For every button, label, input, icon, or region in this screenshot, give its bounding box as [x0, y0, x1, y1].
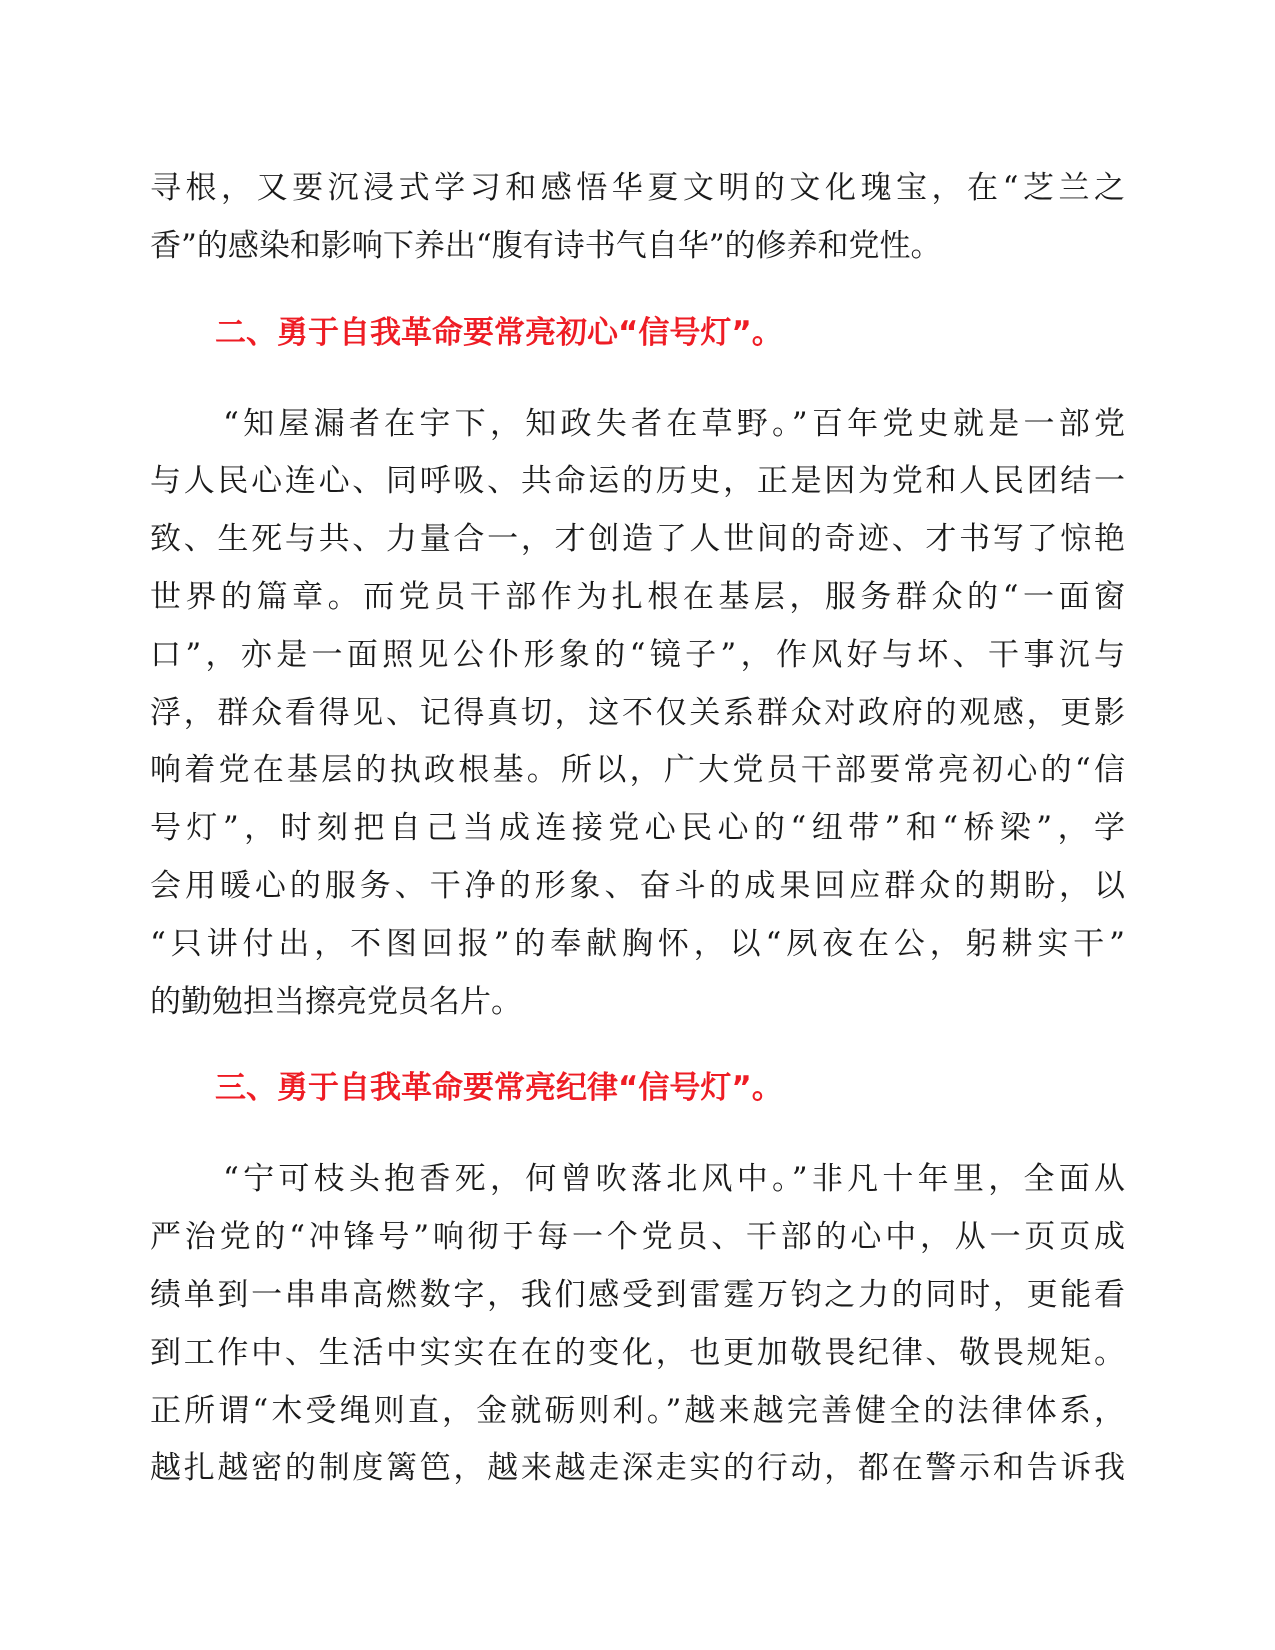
- text-line: 世界的篇章。而党员干部作为扎根在基层，服务群众的“一面窗: [150, 578, 1125, 615]
- text-line: 会用暖心的服务、干净的形象、奋斗的成果回应群众的期盼，以: [150, 867, 1125, 904]
- text-line: 香”的感染和影响下养出“腹有诗书气自华”的修养和党性。: [150, 227, 942, 264]
- text-line: 致、生死与共、力量合一，才创造了人世间的奇迹、才书写了惊艳: [150, 521, 1125, 558]
- text-line: “只讲付出，不图回报”的奉献胸怀，以“夙夜在公，躬耕实干”: [150, 925, 1125, 962]
- paragraph-2: [150, 396, 1125, 1032]
- paragraph-1: [150, 160, 1125, 276]
- document-page: [150, 160, 1125, 1498]
- section-heading-3: 三、勇于自我革命要常亮纪律“信号灯”。: [215, 1070, 783, 1107]
- text-line: 的勤勉担当擦亮党员名片。: [150, 983, 522, 1020]
- text-line: 严治党的“冲锋号”响彻于每一个党员、干部的心中，从一页页成: [150, 1219, 1125, 1256]
- text-line: 响着党在基层的执政根基。所以，广大党员干部要常亮初心的“信: [150, 752, 1125, 789]
- text-line: “宁可枝头抱香死，何曾吹落北风中。”非凡十年里，全面从: [223, 1161, 1125, 1198]
- text-line: “知屋漏者在宇下，知政失者在草野。”百年党史就是一部党: [223, 405, 1125, 442]
- text-line: 与人民心连心、同呼吸、共命运的历史，正是因为党和人民团结一: [150, 463, 1125, 500]
- text-line: 绩单到一串串高燃数字，我们感受到雷霆万钧之力的同时，更能看: [150, 1276, 1125, 1313]
- text-line: 到工作中、生活中实实在在的变化，也更加敬畏纪律、敬畏规矩。: [150, 1334, 1125, 1371]
- text-line: 正所谓“木受绳则直，金就砺则利。”越来越完善健全的法律体系，: [150, 1392, 1125, 1429]
- text-line: 寻根，又要沉浸式学习和感悟华夏文明的文化瑰宝，在“芝兰之: [150, 170, 1125, 206]
- text-line: 越扎越密的制度篱笆，越来越走深走实的行动，都在警示和告诉我: [150, 1450, 1125, 1487]
- text-line: 号灯”，时刻把自己当成连接党心民心的“纽带”和“桥梁”，学: [150, 810, 1125, 847]
- section-heading-2: 二、勇于自我革命要常亮初心“信号灯”。: [215, 314, 783, 351]
- text-line: 浮，群众看得见、记得真切，这不仅关系群众对政府的观感，更影: [150, 694, 1125, 731]
- text-line: 口”，亦是一面照见公仆形象的“镜子”，作风好与坏、干事沉与: [150, 636, 1125, 673]
- paragraph-3: [150, 1151, 1125, 1498]
